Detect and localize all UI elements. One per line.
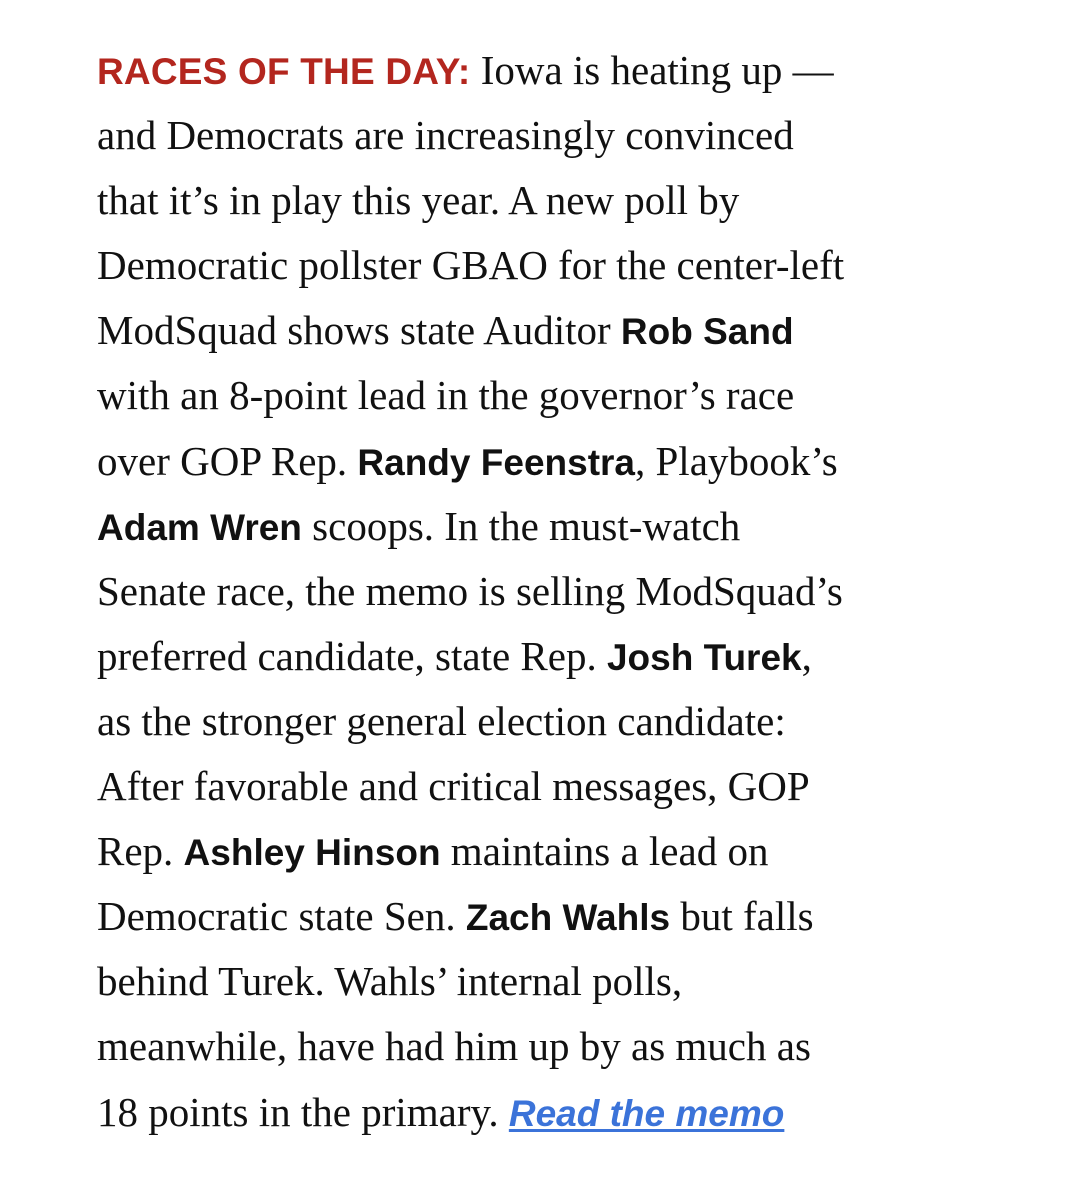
line-13 (97, 819, 977, 884)
line-7-tail: , Playbook’s (635, 437, 838, 484)
line-1 (97, 38, 977, 103)
name-randy-feenstra: Randy Feenstra (357, 441, 635, 483)
line-7-text: over GOP Rep. (97, 437, 358, 484)
line-17 (97, 1080, 977, 1145)
article-paragraph (97, 38, 977, 1145)
line-7 (97, 429, 977, 494)
line-10-tail: , (801, 632, 812, 679)
name-rob-sand: Rob Sand (620, 311, 794, 353)
line-6: with an 8-point lead in the governor’s race (97, 372, 795, 419)
line-12: After favorable and critical messages, GOP (97, 763, 810, 810)
line-14-tail: but falls (670, 893, 814, 940)
name-adam-wren: Adam Wren (97, 506, 302, 548)
line-14 (97, 884, 977, 949)
line-13-text: Rep. (97, 828, 184, 875)
line-10 (97, 624, 977, 689)
section-kicker: RACES OF THE DAY: (97, 51, 471, 92)
line-11: as the stronger general election candidate: (97, 697, 786, 744)
line-17-text: 18 points in the primary. (97, 1088, 509, 1135)
line-16: meanwhile, have had him up by as much as (97, 1023, 811, 1070)
read-the-memo-link[interactable]: Read the memo (508, 1092, 785, 1134)
line-4: Democratic pollster GBAO for the center-left (97, 242, 845, 289)
name-josh-turek: Josh Turek (606, 636, 802, 678)
line-8-text: scoops. In the must-watch (301, 502, 741, 549)
name-zach-wahls: Zach Wahls (465, 897, 671, 939)
line-1-text: Iowa is heating up — (470, 47, 834, 93)
line-2: and Democrats are increasingly convinced (97, 112, 794, 159)
line-10-text: preferred candidate, state Rep. (97, 632, 607, 679)
line-8 (97, 494, 977, 559)
line-15: behind Turek. Wahls’ internal polls, (97, 958, 683, 1005)
line-5-text: ModSquad shows state Auditor (97, 307, 621, 354)
line-9: Senate race, the memo is selling ModSquad’s (97, 567, 843, 614)
line-5 (97, 298, 977, 363)
line-3: that it’s in play this year. A new poll by (97, 177, 740, 224)
line-14-text: Democratic state Sen. (97, 893, 466, 940)
name-ashley-hinson: Ashley Hinson (183, 832, 441, 874)
line-13-tail: maintains a lead on (440, 828, 769, 875)
